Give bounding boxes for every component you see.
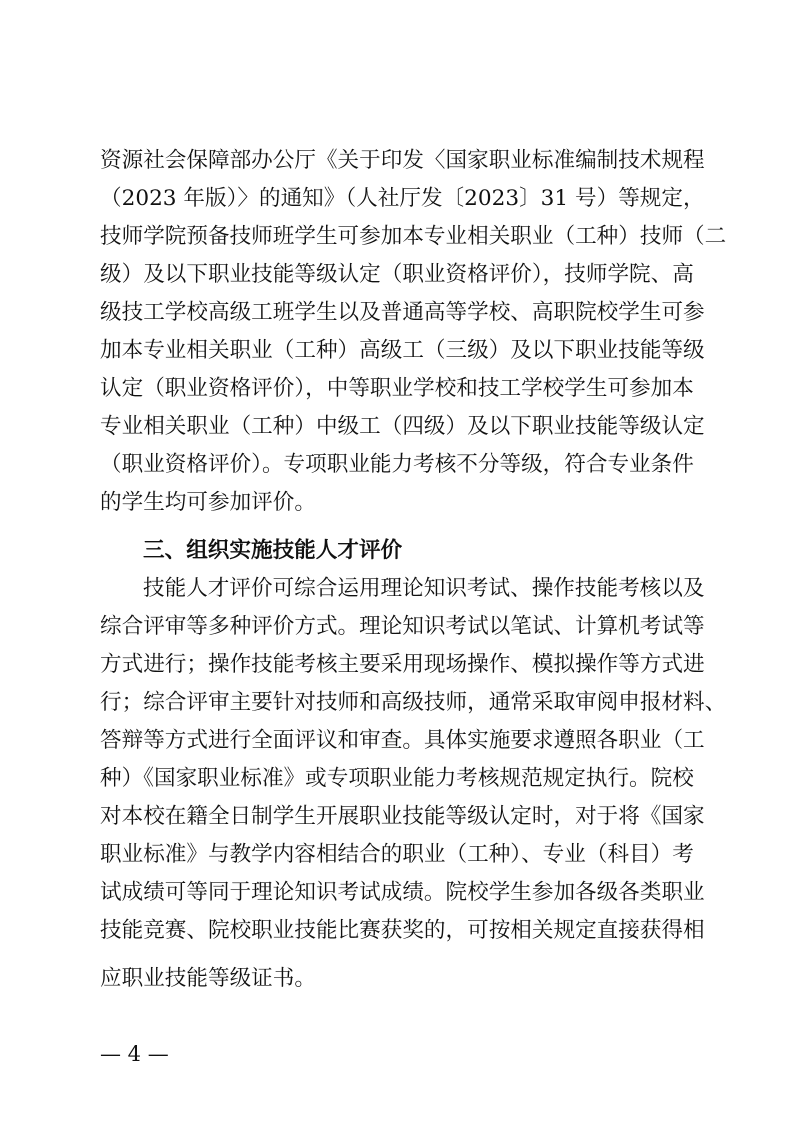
paragraph-line-8: 专业相关职业（工种）中级工（四级）及以下职业技能等级认定: [100, 414, 705, 439]
paragraph-line-4: 级）及以下职业技能等级认定（职业资格评价），技师学院、高: [100, 262, 694, 287]
page-number: — 4 —: [100, 1042, 169, 1066]
paragraph-line-2: （2023 年版）〉的通知》（人社厅发〔2023〕31 号）等规定，: [100, 186, 705, 211]
paragraph-line-20: 试成绩可等同于理论知识考试成绩。院校学生参加各级各类职业: [100, 880, 705, 905]
paragraph-line-10: 的学生均可参加评价。: [100, 490, 316, 515]
paragraph-line-5: 级技工学校高级工班学生以及普通高等学校、高职院校学生可参: [100, 300, 705, 325]
section-heading: 三、组织实施技能人才评价: [143, 538, 403, 563]
paragraph-line-3: 技师学院预备技师班学生可参加本专业相关职业（工种）技师（二: [100, 224, 727, 249]
paragraph-line-16: 答辩等方式进行全面评议和审查。具体实施要求遵照各职业（工: [100, 728, 705, 753]
paragraph-line-22: 应职业技能等级证书。: [100, 966, 316, 991]
paragraph-line-13: 综合评审等多种评价方式。理论知识考试以笔试、计算机考试等: [100, 614, 705, 639]
paragraph-line-12: 技能人才评价可综合运用理论知识考试、操作技能考核以及: [143, 576, 705, 601]
paragraph-line-21: 技能竞赛、院校职业技能比赛获奖的，可按相关规定直接获得相: [100, 918, 705, 943]
paragraph-line-1: 资源社会保障部办公厅《关于印发〈国家职业标准编制技术规程: [100, 148, 705, 173]
paragraph-line-7: 认定（职业资格评价），中等职业学校和技工学校学生可参加本: [100, 376, 694, 401]
paragraph-line-19: 职业标准》与教学内容相结合的职业（工种）、专业（科目）考: [100, 842, 694, 867]
paragraph-line-14: 方式进行；操作技能考核主要采用现场操作、模拟操作等方式进: [100, 652, 705, 677]
paragraph-line-17: 种）《国家职业标准》或专项职业能力考核规范规定执行。院校: [100, 766, 694, 791]
paragraph-line-6: 加本专业相关职业（工种）高级工（三级）及以下职业技能等级: [100, 338, 705, 363]
paragraph-line-9: （职业资格评价）。专项职业能力考核不分等级，符合专业条件: [100, 452, 694, 477]
paragraph-line-15: 行；综合评审主要针对技师和高级技师，通常采取审阅申报材料、: [100, 690, 727, 715]
paragraph-line-18: 对本校在籍全日制学生开展职业技能等级认定时，对于将《国家: [100, 804, 705, 829]
